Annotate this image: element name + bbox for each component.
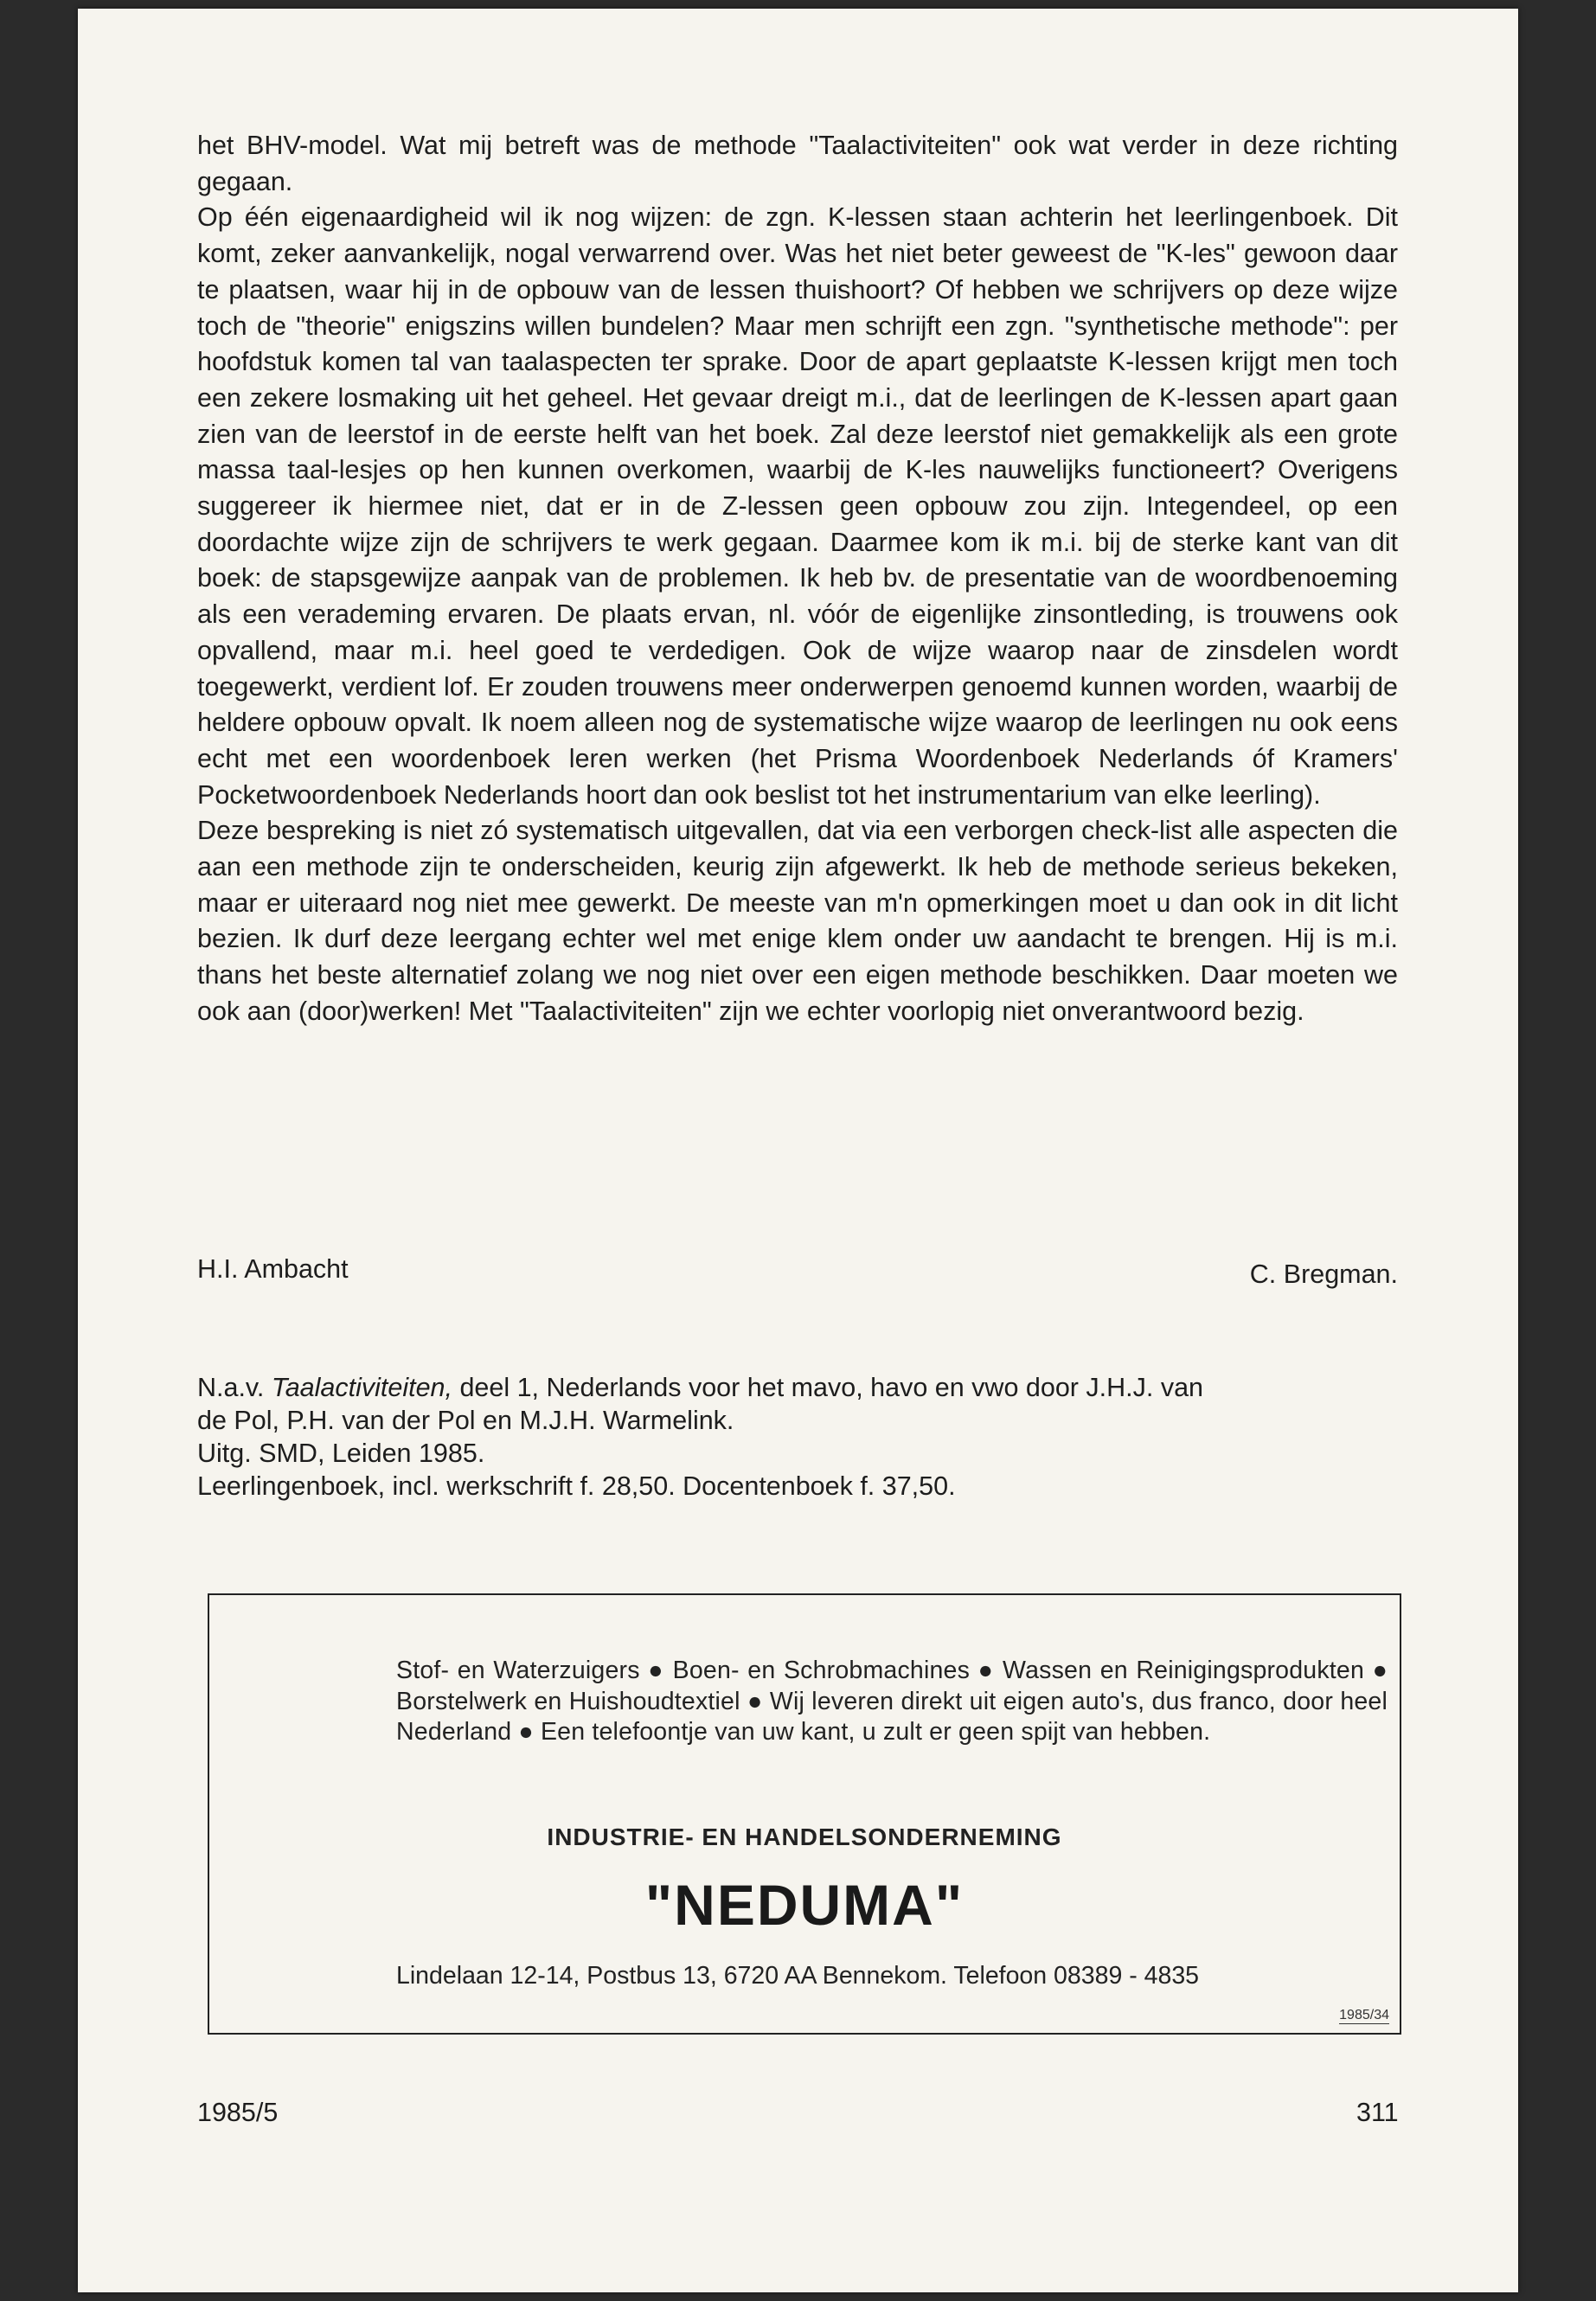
bibliographic-note [197,1371,1398,1503]
biblio-title: Taalactiviteiten, [271,1373,452,1402]
paragraph-3: Deze bespreking is niet zó systematisch uitgevallen, dat via een verborgen check-list alle aspecten die aan een methode zijn te onderscheiden, keurig zijn afgewerkt. Ik heb de methode serieus bekeken, maar er uiteraard nog niet mee gewerkt. De meeste van m'n opmerkingen moet u dan ook in dit licht bezien. Ik durf deze leergang echter wel met enige klem onder uw aandacht te brengen. Hij is m.i. thans het beste alternatief zolang we nog niet over een eigen methode beschikken. Daar moeten we ook aan (door)werken! Met "Taalactiviteiten" zijn we echter voorlopig niet onverantwoord bezig. [197,816,1398,1026]
article-body [197,128,1398,1030]
ad-code: 1985/34 [1339,2008,1389,2022]
biblio-line-1 [197,1371,1398,1404]
ad-address: Lindelaan 12-14, Postbus 13, 6720 AA Bennekom. Telefoon 08389 - 4835 [396,1962,1200,1990]
biblio-prefix: N.a.v. [197,1373,272,1402]
advertisement-box [208,1593,1401,2035]
ad-company-type: INDUSTRIE- EN HANDELSONDERNEMING [547,1823,1062,1850]
signature-line [197,1254,1398,1293]
biblio-line-2: de Pol, P.H. van der Pol en M.J.H. Warmelink. [197,1406,734,1435]
ad-intro-text: Stof- en Waterzuigers ● Boen- en Schrobmachines ● Wassen en Reinigingsprodukten ● Borstelwerk en Huishoudtextiel ● Wij leveren direkt uit eigen auto's, dus franco, door heel Nederland ● Een telefoontje van uw kant, u zult er geen spijt van hebben. [396,1657,1388,1746]
journal-page [78,9,1518,2292]
signature-author: C. Bregman. [1249,1259,1398,1289]
paragraph-2: Op één eigenaardigheid wil ik nog wijzen: de zgn. K-lessen staan achterin het leerlingenboek. Dit komt, zeker aanvankelijk, nogal verwarrend over. Was het niet beter geweest de "K-les" gewoon daar te plaatsen, waar hij in de opbouw van de lessen thuishoort? Of hebben we schrijvers op deze wijze toch de "theorie" enigszins willen bundelen? Maar men schrijft een zgn. "synthetische methode": per hoofdstuk komen tal van taalaspecten ter sprake. Door de apart geplaatste K-lessen krijgt men toch een zekere losmaking uit het geheel. Het gevaar dreigt m.i., dat de leerlingen de K-lessen apart gaan zien van de leerstof in de eerste helft van het boek. Zal deze leerstof niet gemakkelijk als een grote massa taal-lesjes op hen kunnen overkomen, waarbij de K-les nauwelijks functioneert? Overigens suggereer ik hiermee niet, dat er in de Z-lessen geen opbouw zou zijn. Integendeel, op een doordachte wijze zijn de schrijvers te werk gegaan. Daarmee kom ik m.i. bij de sterke kant van dit boek: de stapsgewijze aanpak van de problemen. Ik heb bv. de presentatie van de woordbenoeming als een verademing ervaren. De plaats ervan, nl. vóór de eigenlijke zinsontleding, is trouwens ook opvallend, maar m.i. heel goed te verdedigen. Ook de wijze waarop naar de zinsdelen wordt toegewerkt, verdient lof. Er zouden trouwens meer onderwerpen genoemd kunnen worden, waarbij de heldere opbouw opvalt. Ik noem alleen nog de systematische wijze waarop de leerlingen nu ook eens echt met een woordenboek leren werken (het Prisma Woordenboek Nederlands óf Kramers' Pocketwoordenboek Nederlands hoort dan ook beslist tot het instrumentarium van elke leerling). [197,202,1398,810]
biblio-line-3: Uitg. SMD, Leiden 1985. [197,1439,485,1468]
ad-brand-name: "NEDUMA" [644,1873,965,1937]
biblio-line-4: Leerlingenboek, incl. werkschrift f. 28,50. Docentenboek f. 37,50. [197,1471,956,1501]
biblio-rest: deel 1, Nederlands voor het mavo, havo en vwo door J.H.J. van [452,1373,1204,1402]
issue-number: 1985/5 [197,2098,279,2127]
signature-place: H.I. Ambacht [197,1254,349,1284]
page-number: 311 [1356,2098,1399,2127]
paragraph-1: het BHV-model. Wat mij betreft was de methode "Taalactiviteiten" ook wat verder in deze richting gegaan. [197,131,1398,196]
